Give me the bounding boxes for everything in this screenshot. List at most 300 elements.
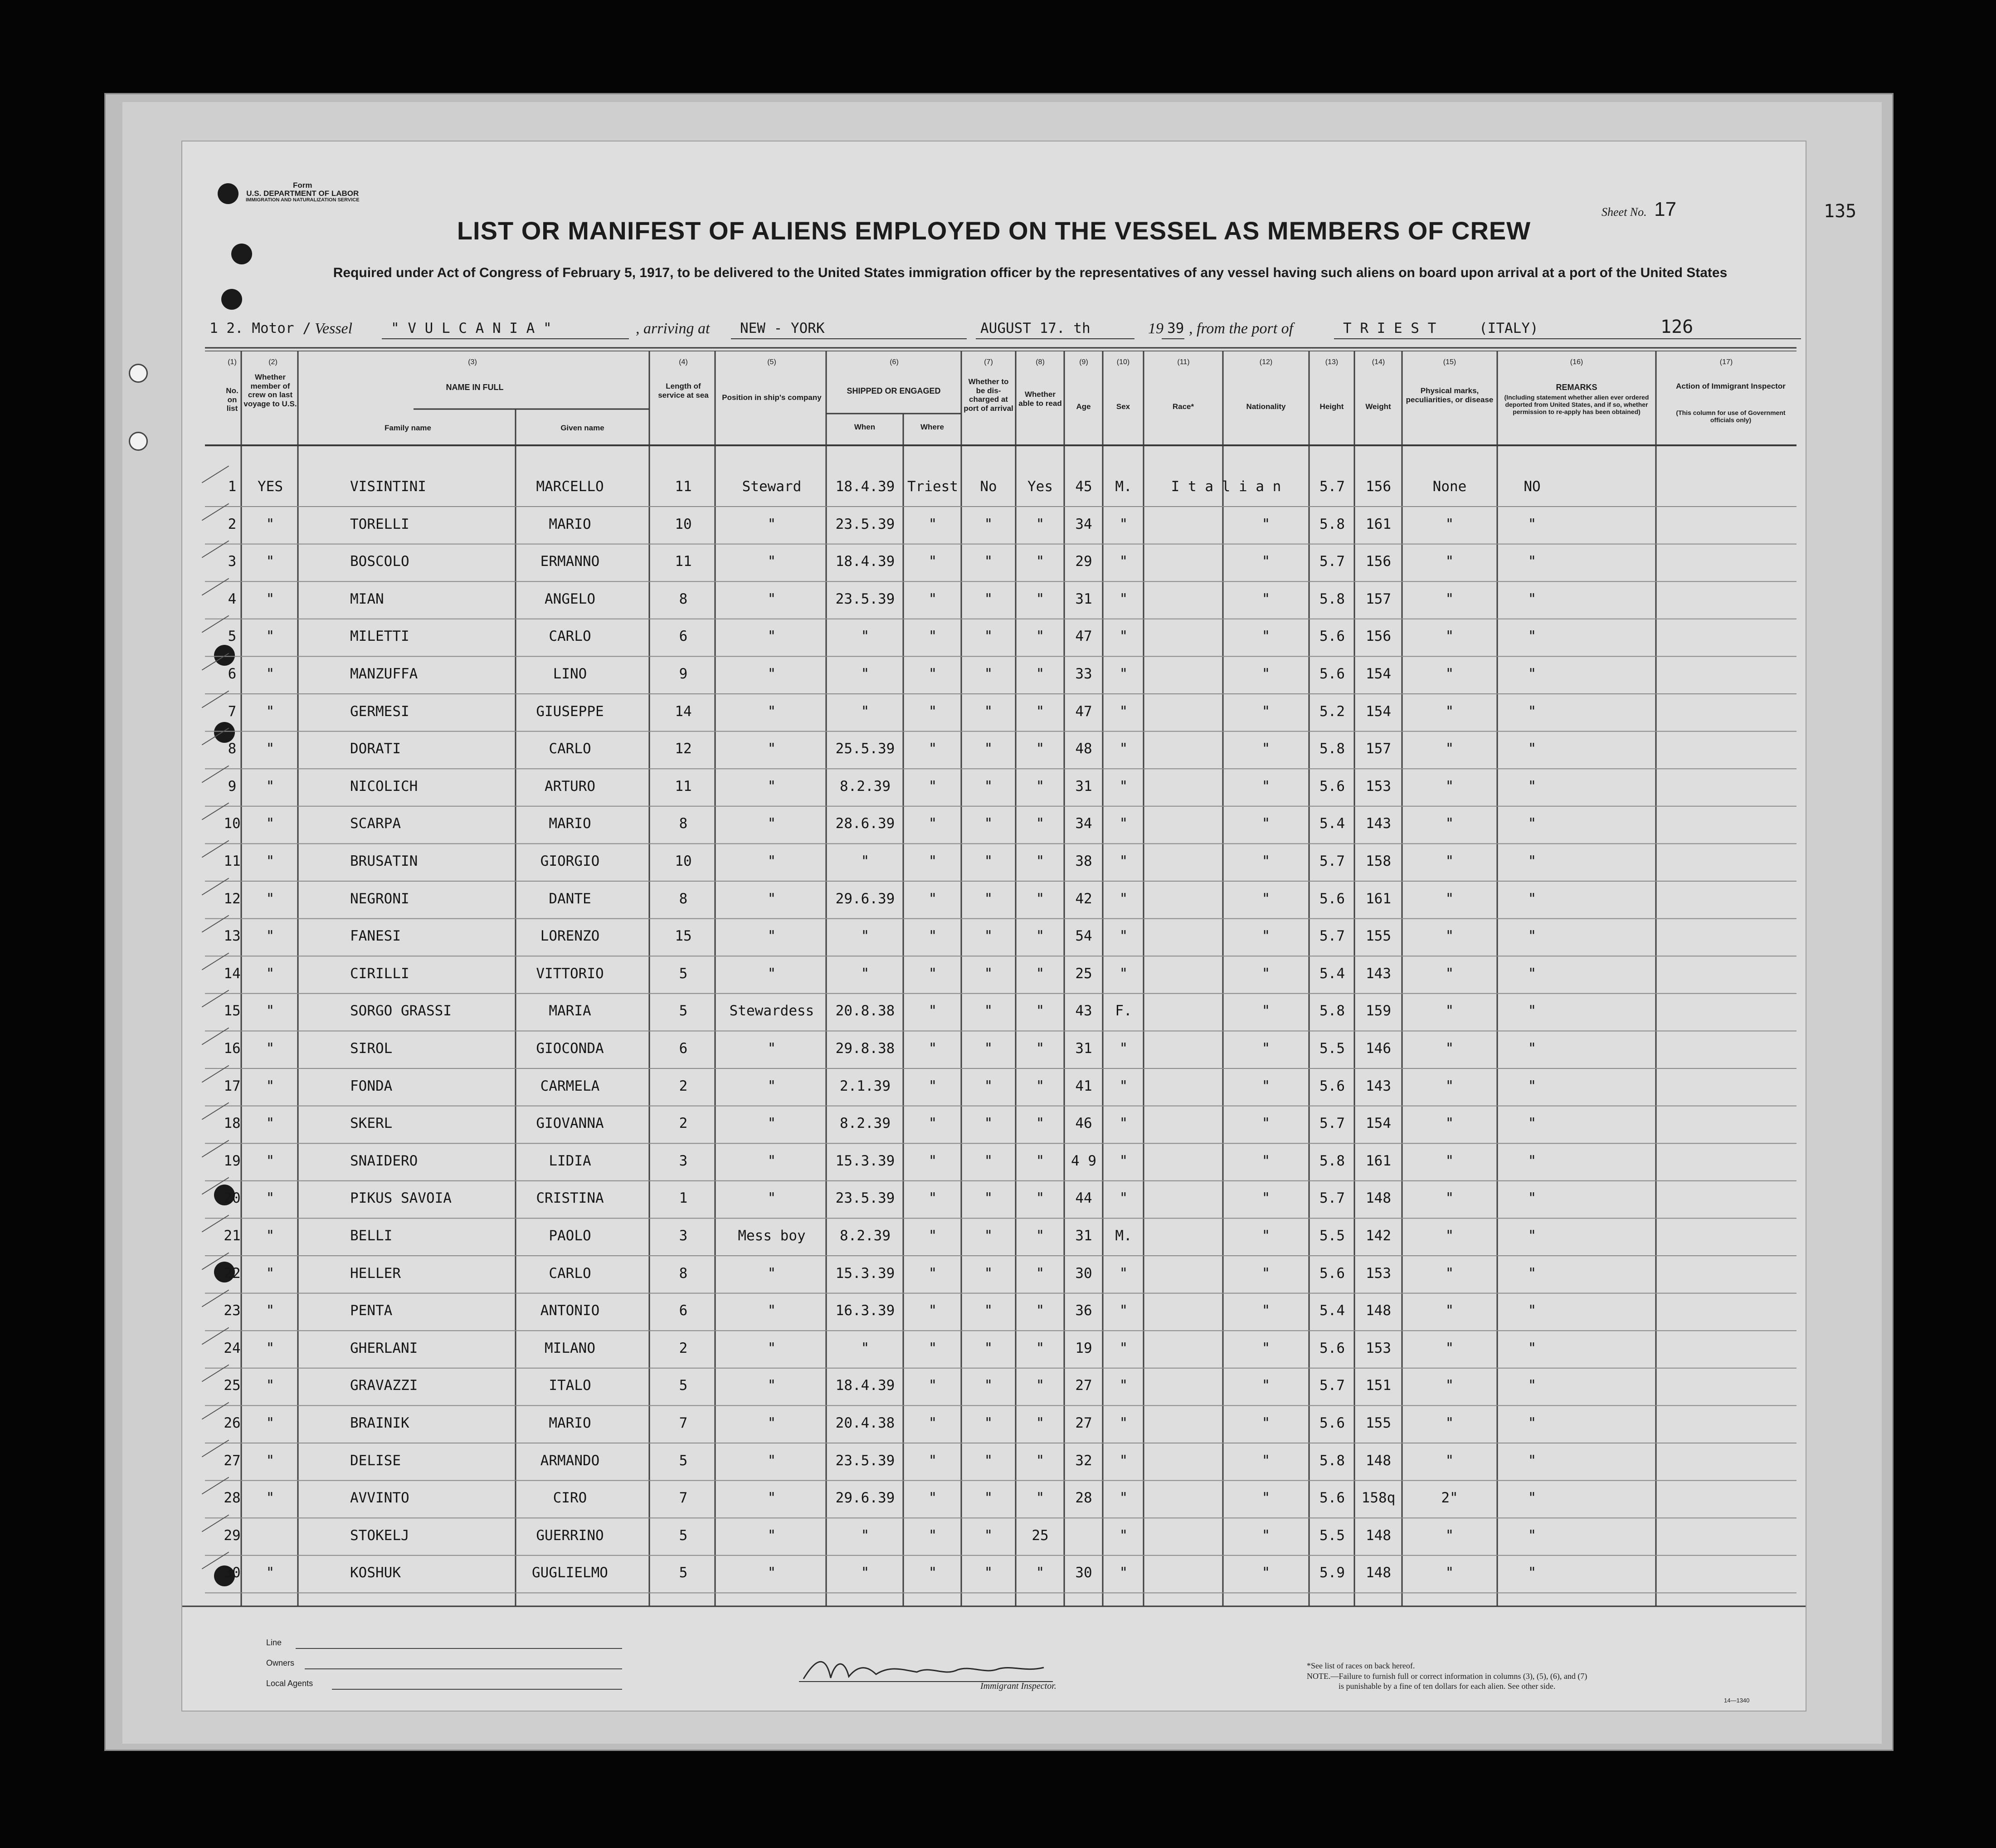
cell-prev: "	[266, 741, 275, 757]
cell-nat: "	[1261, 741, 1271, 757]
cell-family: PENTA	[350, 1302, 393, 1319]
cell-length: 10	[675, 516, 692, 532]
cell-prev: "	[266, 628, 275, 645]
cell-when: "	[861, 628, 870, 645]
cell-family: SKERL	[350, 1115, 393, 1132]
cell-race: I t a l i a n	[1171, 478, 1281, 495]
cell-when: 29.8.38	[835, 1040, 895, 1057]
cell-read: "	[1036, 815, 1045, 832]
cell-nat: "	[1261, 890, 1271, 907]
cell-physical: "	[1445, 1377, 1454, 1394]
table-row	[182, 882, 1806, 919]
cell-no: 14	[224, 965, 241, 982]
cell-family: CIRILLI	[350, 965, 409, 982]
table-row	[182, 1293, 1806, 1331]
cell-disch: No	[980, 478, 997, 495]
cell-family: BOSCOLO	[350, 553, 409, 570]
page-number: 135	[1824, 201, 1857, 222]
cell-read: "	[1036, 1415, 1045, 1431]
cell-family: MANZUFFA	[350, 666, 418, 682]
cell-when: 16.3.39	[835, 1302, 895, 1319]
cell-nat: "	[1261, 703, 1271, 720]
cell-disch: "	[984, 1040, 993, 1057]
cell-remarks: "	[1528, 1265, 1537, 1282]
vessel-prefix: 1 2. Motor /	[209, 320, 311, 336]
cell-read: "	[1036, 741, 1045, 757]
cell-nat: "	[1261, 1415, 1271, 1431]
cell-length: 8	[679, 1265, 688, 1282]
cell-remarks: "	[1528, 1565, 1537, 1581]
cell-height: 5.5	[1319, 1040, 1345, 1057]
cell-age: 27	[1075, 1377, 1092, 1394]
cell-given: VITTORIO	[536, 965, 604, 982]
cell-read: "	[1036, 1040, 1045, 1057]
cell-weight: 161	[1366, 1152, 1391, 1169]
cell-family: HELLER	[350, 1265, 401, 1282]
cell-no: 30	[224, 1565, 241, 1581]
cell-nat: "	[1261, 1040, 1271, 1057]
cell-weight: 154	[1366, 703, 1391, 720]
cell-physical: "	[1445, 1415, 1454, 1431]
cell-height: 5.6	[1319, 890, 1345, 907]
cell-nat: "	[1261, 1452, 1271, 1469]
colnum-1: (1)	[228, 358, 237, 366]
cell-read: 25	[1032, 1527, 1049, 1544]
colnum-8: (8)	[1036, 358, 1045, 366]
cell-given: CARMELA	[540, 1078, 600, 1094]
cell-family: KOSHUK	[350, 1565, 401, 1581]
cell-age: 46	[1075, 1115, 1092, 1132]
cell-sex: M.	[1115, 478, 1132, 495]
cell-weight: 148	[1366, 1302, 1391, 1319]
cell-weight: 159	[1366, 1003, 1391, 1019]
colnum-10: (10)	[1116, 358, 1130, 366]
cell-read: "	[1036, 778, 1045, 795]
cell-age: 31	[1075, 1040, 1092, 1057]
cell-nat: "	[1261, 553, 1271, 570]
cell-disch: "	[984, 890, 993, 907]
cell-length: 2	[679, 1115, 688, 1132]
arrival-port: NEW - YORK	[740, 320, 825, 336]
cell-position: "	[767, 1377, 776, 1394]
cell-where: "	[928, 1527, 937, 1544]
cell-when: 8.2.39	[840, 778, 891, 795]
table-row	[182, 1555, 1806, 1593]
cell-given: CARLO	[549, 1265, 591, 1282]
cell-where: "	[928, 590, 937, 607]
cell-disch: "	[984, 1565, 993, 1581]
cell-sex: "	[1119, 666, 1128, 682]
cell-remarks: "	[1528, 590, 1537, 607]
cell-remarks: "	[1528, 1228, 1537, 1244]
cell-disch: "	[984, 1228, 993, 1244]
cell-weight: 161	[1366, 890, 1391, 907]
cell-nat: "	[1261, 1152, 1271, 1169]
cell-length: 2	[679, 1340, 688, 1356]
cell-where: "	[928, 1377, 937, 1394]
colnum-4: (4)	[679, 358, 688, 366]
cell-sex: "	[1119, 1490, 1128, 1507]
header-action: Action of Immigrant Inspector	[1676, 382, 1786, 390]
cell-where: "	[928, 666, 937, 682]
cell-prev: "	[266, 516, 275, 532]
cell-physical: "	[1445, 1340, 1454, 1356]
cell-weight: 148	[1366, 1452, 1391, 1469]
cell-length: 15	[675, 928, 692, 945]
cell-position: "	[767, 815, 776, 832]
cell-disch: "	[984, 628, 993, 645]
form-code: 14—1340	[1724, 1697, 1750, 1704]
cell-age: 31	[1075, 778, 1092, 795]
cell-disch: "	[984, 516, 993, 532]
cell-no: 25	[224, 1377, 241, 1394]
cell-read: "	[1036, 1152, 1045, 1169]
table-row	[182, 844, 1806, 881]
cell-family: DELISE	[350, 1452, 401, 1469]
cell-where: "	[928, 890, 937, 907]
cell-given: ERMANNO	[540, 553, 600, 570]
cell-given: DANTE	[549, 890, 591, 907]
cell-weight: 158q	[1361, 1490, 1396, 1507]
table-row	[182, 1069, 1806, 1106]
cell-given: CARLO	[549, 741, 591, 757]
cell-remarks: "	[1528, 965, 1537, 982]
cell-position: "	[767, 1115, 776, 1132]
cell-where: "	[928, 516, 937, 532]
cell-no: 7	[228, 703, 237, 720]
cell-weight: 156	[1366, 553, 1391, 570]
cell-length: 2	[679, 1078, 688, 1094]
cell-height: 5.6	[1319, 628, 1345, 645]
cell-where: "	[928, 1152, 937, 1169]
cell-where: "	[928, 1003, 937, 1019]
table-row	[182, 1518, 1806, 1555]
cell-prev: "	[266, 666, 275, 682]
cell-position: "	[767, 1415, 776, 1431]
cell-position: "	[767, 1452, 776, 1469]
cell-disch: "	[984, 1340, 993, 1356]
cell-family: NEGRONI	[350, 890, 409, 907]
cell-height: 5.7	[1319, 1377, 1345, 1394]
cell-length: 3	[679, 1152, 688, 1169]
cell-read: "	[1036, 1228, 1045, 1244]
binder-hole	[129, 432, 148, 451]
cell-age: 42	[1075, 890, 1092, 907]
cell-length: 14	[675, 703, 692, 720]
binder-hole	[129, 364, 148, 383]
cell-position: "	[767, 553, 776, 570]
cell-nat: "	[1261, 1265, 1271, 1282]
cell-given: CRISTINA	[536, 1190, 604, 1207]
manifest-page	[181, 141, 1857, 1711]
cell-age: 19	[1075, 1340, 1092, 1356]
cell-remarks: "	[1528, 1078, 1537, 1094]
cell-position: Stewardess	[729, 1003, 814, 1019]
cell-family: FANESI	[350, 928, 401, 945]
cell-age: 32	[1075, 1452, 1092, 1469]
cell-disch: "	[984, 1003, 993, 1019]
colnum-9: (9)	[1079, 358, 1088, 366]
header-previous-voyage: Whether member of crew on last voyage to U.S.	[243, 373, 297, 408]
cell-remarks: "	[1528, 1302, 1537, 1319]
cell-position: "	[767, 1490, 776, 1507]
sheet-number-label: Sheet No.	[1602, 205, 1647, 219]
table-row	[182, 1406, 1806, 1443]
cell-physical: "	[1445, 1265, 1454, 1282]
cell-weight: 143	[1366, 1078, 1391, 1094]
cell-where: Triest	[907, 478, 958, 495]
cell-nat: "	[1261, 1003, 1271, 1019]
cell-weight: 161	[1366, 516, 1391, 532]
cell-height: 5.6	[1319, 1078, 1345, 1094]
cell-weight: 155	[1366, 928, 1391, 945]
arrival-date: AUGUST 17. th	[980, 320, 1090, 336]
cell-disch: "	[984, 1115, 993, 1132]
sheet-number-value: 17	[1654, 198, 1677, 220]
header-no: No. on list	[226, 386, 239, 413]
cell-remarks: "	[1528, 1527, 1537, 1544]
cell-physical: "	[1445, 590, 1454, 607]
cell-where: "	[928, 1115, 937, 1132]
cell-remarks: "	[1528, 1340, 1537, 1356]
cell-age: 54	[1075, 928, 1092, 945]
cell-remarks: "	[1528, 1452, 1537, 1469]
cell-given: ANGELO	[545, 590, 595, 607]
cell-given: GUGLIELMO	[532, 1565, 608, 1581]
cell-sex: "	[1119, 741, 1128, 757]
cell-where: "	[928, 1040, 937, 1057]
cell-family: PIKUS SAVOIA	[350, 1190, 452, 1207]
cell-age: 27	[1075, 1415, 1092, 1431]
cell-position: "	[767, 1190, 776, 1207]
header-action-sub: (This column for use of Government officials only)	[1676, 409, 1786, 424]
cell-read: "	[1036, 516, 1045, 532]
cell-height: 5.5	[1319, 1228, 1345, 1244]
cell-length: 5	[679, 1527, 688, 1544]
cell-length: 5	[679, 1565, 688, 1581]
cell-position: "	[767, 741, 776, 757]
cell-prev: "	[266, 965, 275, 982]
cell-read: Yes	[1027, 478, 1053, 495]
cell-nat: "	[1261, 1527, 1271, 1544]
cell-height: 5.7	[1319, 553, 1345, 570]
cell-where: "	[928, 778, 937, 795]
cell-no: 1	[228, 478, 237, 495]
cell-when: 20.8.38	[835, 1003, 895, 1019]
cell-length: 7	[679, 1490, 688, 1507]
cell-sex: "	[1119, 1527, 1128, 1544]
cell-remarks: "	[1528, 628, 1537, 645]
cell-position: "	[767, 590, 776, 607]
cell-no: 9	[228, 778, 237, 795]
cell-no: 19	[224, 1152, 241, 1169]
cell-no: 23	[224, 1302, 241, 1319]
cell-age: 4 9	[1071, 1152, 1096, 1169]
cell-length: 5	[679, 1377, 688, 1394]
cell-age: 43	[1075, 1003, 1092, 1019]
cell-position: "	[767, 1302, 776, 1319]
cell-family: NICOLICH	[350, 778, 418, 795]
table-row	[182, 507, 1806, 544]
cell-when: "	[861, 703, 870, 720]
cell-age: 44	[1075, 1190, 1092, 1207]
cell-no: 24	[224, 1340, 241, 1356]
cell-physical: "	[1445, 1565, 1454, 1581]
cell-when: "	[861, 666, 870, 682]
cell-physical: "	[1445, 741, 1454, 757]
header-race: Race*	[1172, 402, 1194, 411]
cell-where: "	[928, 553, 937, 570]
cell-position: "	[767, 965, 776, 982]
cell-remarks: "	[1528, 1190, 1537, 1207]
cell-physical: "	[1445, 1152, 1454, 1169]
cell-physical: None	[1432, 478, 1467, 495]
cell-where: "	[928, 1265, 937, 1282]
cell-prev: "	[266, 1078, 275, 1094]
cell-prev: "	[266, 703, 275, 720]
cell-given: GIOCONDA	[536, 1040, 604, 1057]
note-races: *See list of races on back hereof.	[1307, 1661, 1415, 1670]
cell-sex: "	[1119, 853, 1128, 869]
cell-family: STOKELJ	[350, 1527, 409, 1544]
colnum-12: (12)	[1259, 358, 1273, 366]
cell-sex: M.	[1115, 1228, 1132, 1244]
cell-where: "	[928, 1190, 937, 1207]
colnum-14: (14)	[1372, 358, 1385, 366]
cell-where: "	[928, 1452, 937, 1469]
cell-position: Mess boy	[738, 1228, 806, 1244]
header-sex: Sex	[1116, 402, 1130, 411]
cell-when: 23.5.39	[835, 516, 895, 532]
colnum-16: (16)	[1570, 358, 1583, 366]
cell-physical: "	[1445, 1115, 1454, 1132]
cell-position: "	[767, 666, 776, 682]
cell-no: 12	[224, 890, 241, 907]
cell-sex: "	[1119, 1265, 1128, 1282]
cell-length: 6	[679, 1302, 688, 1319]
table-row	[182, 1256, 1806, 1293]
cell-prev: "	[266, 1415, 275, 1431]
cell-age: 31	[1075, 590, 1092, 607]
cell-read: "	[1036, 965, 1045, 982]
from-port-label: , from the port of	[1189, 320, 1294, 337]
table-row	[182, 694, 1806, 731]
header-remarks-sub: (Including statement whether alien ever ordered deported from United States, and if so, whether permission to re-apply has been obtained)	[1504, 394, 1649, 416]
cell-disch: "	[984, 1452, 993, 1469]
cell-prev: "	[266, 1003, 275, 1019]
cell-read: "	[1036, 628, 1045, 645]
cell-no: 6	[228, 666, 237, 682]
cell-sex: "	[1119, 928, 1128, 945]
header-when: When	[854, 423, 876, 431]
cell-age: 47	[1075, 703, 1092, 720]
table-row	[182, 1481, 1806, 1518]
cell-weight: 143	[1366, 815, 1391, 832]
cell-age: 33	[1075, 666, 1092, 682]
colnum-13: (13)	[1325, 358, 1339, 366]
colnum-7: (7)	[984, 358, 993, 366]
cell-nat: "	[1261, 628, 1271, 645]
cell-sex: "	[1119, 1377, 1128, 1394]
cell-no: 27	[224, 1452, 241, 1469]
cell-weight: 148	[1366, 1565, 1391, 1581]
cell-physical: "	[1445, 815, 1454, 832]
cell-sex: "	[1119, 965, 1128, 982]
cell-height: 5.6	[1319, 778, 1345, 795]
cell-weight: 143	[1366, 965, 1391, 982]
service-label: IMMIGRATION AND NATURALIZATION SERVICE	[246, 197, 360, 203]
cell-no: 18	[224, 1115, 241, 1132]
cell-where: "	[928, 815, 937, 832]
cell-prev: "	[266, 1190, 275, 1207]
cell-height: 5.8	[1319, 1003, 1345, 1019]
table-row	[182, 619, 1806, 656]
cell-position: "	[767, 1340, 776, 1356]
cell-no: 28	[224, 1490, 241, 1507]
cell-position: "	[767, 516, 776, 532]
cell-disch: "	[984, 590, 993, 607]
cell-prev: "	[266, 1302, 275, 1319]
cell-physical: "	[1445, 890, 1454, 907]
cell-remarks: "	[1528, 890, 1537, 907]
cell-family: MIAN	[350, 590, 384, 607]
cell-given: LINO	[553, 666, 587, 682]
cell-read: "	[1036, 1302, 1045, 1319]
colnum-2: (2)	[268, 358, 277, 366]
cell-read: "	[1036, 666, 1045, 682]
document-subtitle: Required under Act of Congress of February 5, 1917, to be delivered to the United States immigration officer by the representatives of any vessel having such aliens on board upon arrival at a port of the United States	[333, 265, 1728, 280]
cell-nat: "	[1261, 1377, 1271, 1394]
cell-remarks: "	[1528, 703, 1537, 720]
cell-position: "	[767, 890, 776, 907]
cell-family: VISINTINI	[350, 478, 426, 495]
cell-when: "	[861, 965, 870, 982]
cell-when: "	[861, 853, 870, 869]
cell-physical: "	[1445, 1040, 1454, 1057]
cell-height: 5.7	[1319, 478, 1345, 495]
cell-physical: "	[1445, 1003, 1454, 1019]
header-where: Where	[920, 423, 944, 431]
cell-nat: "	[1261, 1190, 1271, 1207]
footer-owners-label: Owners	[266, 1658, 295, 1668]
cell-prev: "	[266, 815, 275, 832]
cell-no: 29	[224, 1527, 241, 1544]
cell-age: 45	[1075, 478, 1092, 495]
cell-where: "	[928, 853, 937, 869]
cell-disch: "	[984, 1490, 993, 1507]
cell-remarks: "	[1528, 778, 1537, 795]
cell-read: "	[1036, 703, 1045, 720]
cell-given: ANTONIO	[540, 1302, 600, 1319]
cell-height: 5.6	[1319, 666, 1345, 682]
cell-prev: "	[266, 853, 275, 869]
cell-height: 5.4	[1319, 1302, 1345, 1319]
cell-weight: 154	[1366, 1115, 1391, 1132]
cell-age: 25	[1075, 965, 1092, 982]
cell-where: "	[928, 1078, 937, 1094]
cell-family: BRUSATIN	[350, 853, 418, 869]
cell-disch: "	[984, 553, 993, 570]
cell-sex: "	[1119, 1415, 1128, 1431]
cell-given: ARTURO	[545, 778, 595, 795]
cell-family: GRAVAZZI	[350, 1377, 418, 1394]
cell-disch: "	[984, 1415, 993, 1431]
cell-prev: "	[266, 553, 275, 570]
cell-family: DORATI	[350, 741, 401, 757]
cell-given: PAOLO	[549, 1228, 591, 1244]
cell-physical: "	[1445, 553, 1454, 570]
cell-where: "	[928, 628, 937, 645]
